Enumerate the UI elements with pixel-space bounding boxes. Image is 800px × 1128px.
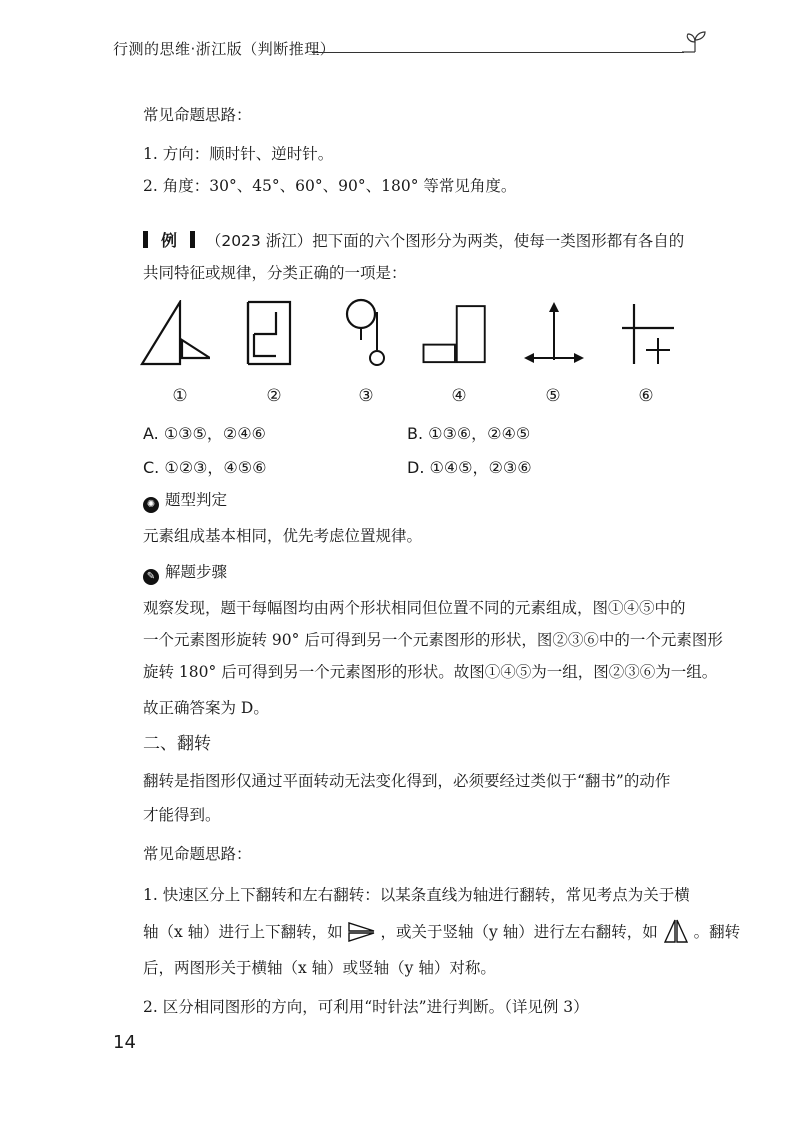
example-question-text: （2023 浙江）把下面的六个图形分为两类，使每一类图形都有各自的 xyxy=(205,232,685,250)
figure-label-3: ③ xyxy=(358,386,374,406)
example-tag: 例 xyxy=(160,231,177,250)
figure-1 xyxy=(140,300,210,370)
figure-label-2: ② xyxy=(266,386,282,406)
solution-line3: 旋转 180° 后可得到另一个元素图形的形状。故图①④⑤为一组，图②③⑥为一组。 xyxy=(143,663,718,681)
figure-4 xyxy=(420,300,490,370)
flip-item1-line1: 1. 快速区分上下翻转和左右翻转：以某条直线为轴进行翻转，常见考点为关于横 xyxy=(143,886,690,904)
pen-icon: ✎ xyxy=(143,569,159,585)
page-number: 14 xyxy=(113,1032,136,1053)
horizontal-flip-example-icon xyxy=(348,921,376,943)
option-a: A. ①③⑤，②④⑥ xyxy=(143,424,266,443)
header-rule xyxy=(312,52,684,53)
example-tag-bar-right xyxy=(190,231,195,248)
flip-section-heading: 二、翻转 xyxy=(143,734,211,754)
type-judgement-heading xyxy=(143,489,227,513)
option-b: B. ①③⑥，②④⑤ xyxy=(407,424,531,443)
example-question-line2: 共同特征或规律，分类正确的一项是： xyxy=(143,264,407,282)
solution-heading xyxy=(143,561,227,585)
option-c: C. ①②③，④⑤⑥ xyxy=(143,458,267,477)
option-d: D. ①④⑤，②③⑥ xyxy=(407,458,532,477)
flip-item1-line3: 后，两图形关于横轴（x 轴）或竖轴（y 轴）对称。 xyxy=(143,959,496,977)
figure-label-5: ⑤ xyxy=(545,386,561,406)
solution-answer: 故正确答案为 D。 xyxy=(143,699,269,717)
solution-line2: 一个元素图形旋转 90° 后可得到另一个元素图形的形状，图②③⑥中的一个元素图形 xyxy=(143,631,723,649)
rotation-item-direction: 1. 方向：顺时针、逆时针。 xyxy=(143,145,334,163)
flip-desc-line1: 翻转是指图形仅通过平面转动无法变化得到，必须要经过类似于“翻书”的动作 xyxy=(143,772,671,790)
type-judgement-heading-text: 题型判定 xyxy=(165,491,228,509)
vertical-flip-example-icon xyxy=(663,919,689,943)
flip-item1-line2-part3: 。翻转 xyxy=(693,923,741,941)
solution-heading-text: 解题步骤 xyxy=(165,563,228,581)
example-tag-bar-left xyxy=(143,231,148,248)
figure-label-1: ① xyxy=(172,386,188,406)
figure-2 xyxy=(240,300,310,370)
lightbulb-icon: ✺ xyxy=(143,497,159,513)
figure-label-6: ⑥ xyxy=(638,386,654,406)
flip-item1-line2 xyxy=(143,919,740,943)
figure-6 xyxy=(616,300,686,370)
running-header: 行测的思维·浙江版（判断推理） xyxy=(113,40,336,58)
flip-item1-line2-part2: ，或关于竖轴（y 轴）进行左右翻转，如 xyxy=(380,923,658,941)
type-judgement-text: 元素组成基本相同，优先考虑位置规律。 xyxy=(143,527,423,545)
flip-desc-line2: 才能得到。 xyxy=(143,806,221,824)
example-question-line1 xyxy=(143,230,684,252)
ideas-heading: 常见命题思路： xyxy=(143,106,252,124)
rotation-item-angle: 2. 角度：30°、45°、60°、90°、180° 等常见角度。 xyxy=(143,177,517,195)
flip-ideas-heading: 常见命题思路： xyxy=(143,845,252,863)
figure-3 xyxy=(333,298,403,374)
sprout-icon xyxy=(678,28,712,62)
figure-5 xyxy=(520,300,590,370)
flip-item1-line2-part1: 轴（x 轴）进行上下翻转，如 xyxy=(143,923,343,941)
flip-item2: 2. 区分相同图形的方向，可利用“时针法”进行判断。（详见例 3） xyxy=(143,998,589,1016)
solution-line1: 观察发现，题干每幅图均由两个形状相同但位置不同的元素组成，图①④⑤中的 xyxy=(143,599,686,617)
figure-label-4: ④ xyxy=(451,386,467,406)
